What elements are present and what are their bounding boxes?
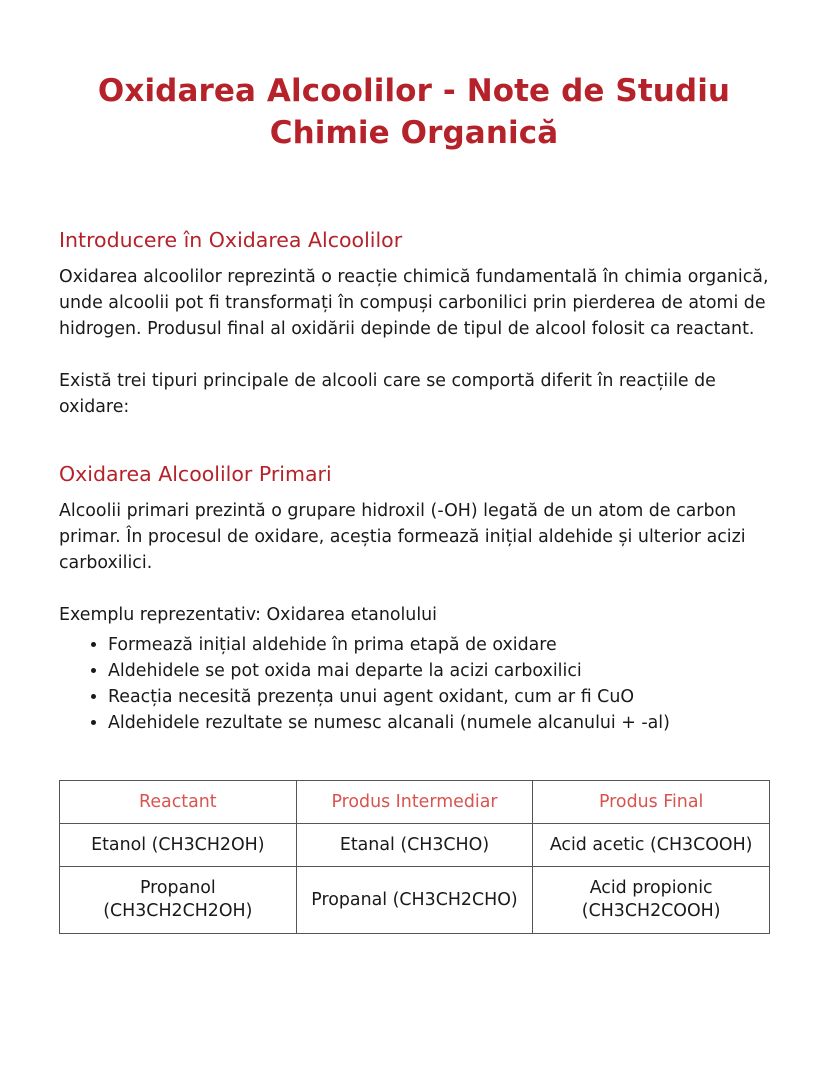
table-row (60, 824, 770, 867)
table-cell: Propanol (CH3CH2CH2OH) (60, 867, 297, 934)
intro-paragraph: Oxidarea alcoolilor reprezintă o reacție chimică fundamentală în chimia organică, unde alcoolii pot fi transformați în compuși carbonilici prin pierderea de atomi de hidrogen. Produsul final al oxidării depinde de tipul de alcool folosit ca reactant. (59, 267, 769, 339)
list-item: • Formează inițial aldehide în prima etapă de oxidare (108, 632, 769, 658)
table-cell: Acid propionic (CH3CH2COOH) (533, 867, 770, 934)
table-header-reactant: Reactant (60, 781, 297, 824)
section-heading-primary-alcohols: Oxidarea Alcoolilor Primari (59, 462, 332, 486)
table-header-intermediate: Produs Intermediar (296, 781, 533, 824)
list-item: • Reacția necesită prezența unui agent oxidant, cum ar fi CuO (108, 684, 769, 710)
bullet-list (59, 632, 769, 736)
primary-alcohols-paragraph: Alcoolii primari prezintă o grupare hidroxil (-OH) legată de un atom de carbon primar. În procesul de oxidare, aceștia formează inițial aldehide și ulterior acizi carboxilici. (59, 501, 746, 573)
table-row (60, 867, 770, 934)
oxidation-products-table (59, 780, 770, 934)
page-title: Oxidarea Alcoolilor - Note de Studiu Chimie Organică (97, 73, 731, 151)
list-item: • Aldehidele rezultate se numesc alcanali (numele alcanului + -al) (108, 710, 769, 736)
section-heading-introduction: Introducere în Oxidarea Alcoolilor (59, 228, 403, 252)
table-cell: Propanal (CH3CH2CHO) (296, 867, 533, 934)
table-cell: Acid acetic (CH3COOH) (533, 824, 770, 867)
example-paragraph: Exemplu reprezentativ: Oxidarea etanolului (59, 605, 438, 625)
alcohol-types-paragraph: Există trei tipuri principale de alcooli care se comportă diferit în reacțiile de oxidare: (59, 371, 716, 417)
table-cell: Etanal (CH3CHO) (296, 824, 533, 867)
table-cell: Etanol (CH3CH2OH) (60, 824, 297, 867)
list-item: • Aldehidele se pot oxida mai departe la acizi carboxilici (108, 658, 769, 684)
table-header-final: Produs Final (533, 781, 770, 824)
table-header-row (60, 781, 770, 824)
